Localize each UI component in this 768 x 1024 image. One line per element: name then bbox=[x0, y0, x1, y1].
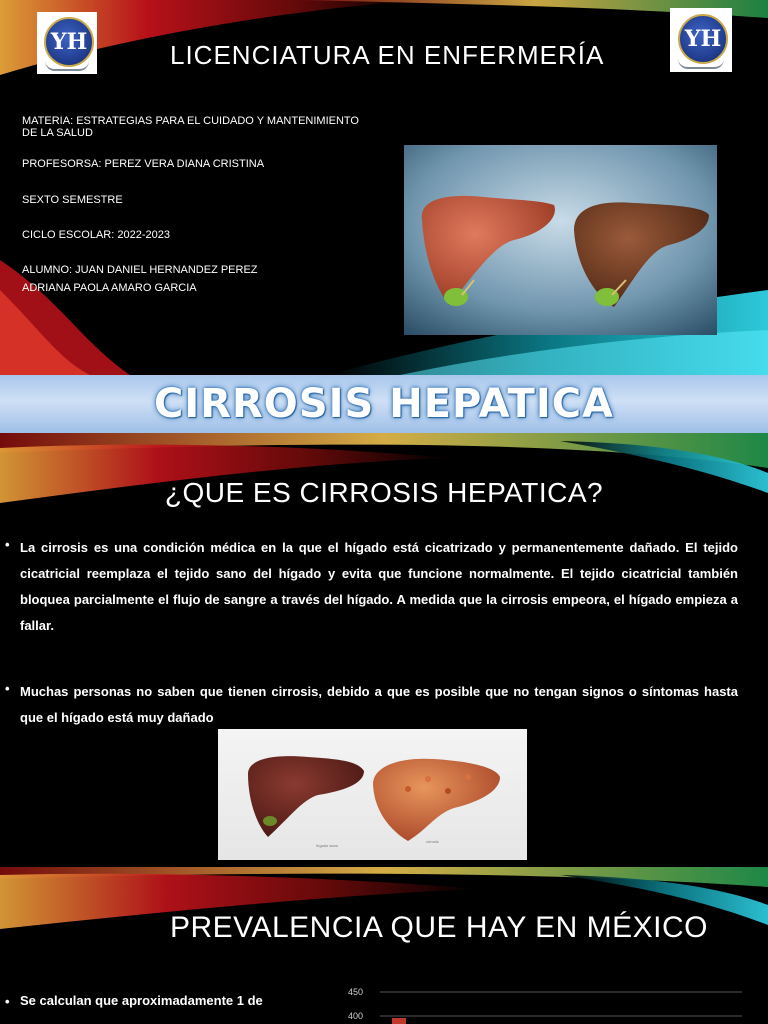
institute-logo-right: YH bbox=[670, 8, 732, 72]
prevalence-paragraph: Se calculan que aproximadamente 1 de bbox=[20, 993, 263, 1008]
alumno2-text: ADRIANA PAOLA AMARO GARCIA bbox=[22, 282, 197, 294]
healthy-caption: hígado sano bbox=[316, 843, 339, 848]
materia-text: MATERIA: ESTRATEGIAS PARA EL CUIDADO Y MANTENIMIENTO DE LA SALUD bbox=[22, 115, 359, 139]
cirrhosis-caption: cirrosis bbox=[426, 839, 439, 844]
symptoms-paragraph: Muchas personas no saben que tienen cirrosis, debido a que es posible que no tengan signos o síntomas hasta que el hígado está muy dañado bbox=[20, 684, 738, 725]
banner-title: CIRROSIS HEPATICA bbox=[153, 381, 615, 427]
laurel-icon bbox=[45, 61, 89, 71]
bullet-icon: • bbox=[5, 681, 10, 696]
definition-heading: ¿QUE ES CIRROSIS HEPATICA? bbox=[164, 477, 604, 508]
chart-bar bbox=[392, 1018, 406, 1024]
chart-svg bbox=[340, 987, 760, 1024]
alumno-text: ALUMNO: JUAN DANIEL HERNANDEZ PEREZ bbox=[22, 264, 258, 276]
slide-definition bbox=[0, 433, 768, 867]
ciclo-text: CICLO ESCOLAR: 2022-2023 bbox=[22, 229, 170, 241]
liver-comparison-image bbox=[404, 145, 717, 335]
program-title: LICENCIATURA EN ENFERMERÍA bbox=[170, 40, 605, 70]
slide-prevalence bbox=[0, 867, 768, 1024]
slide-title bbox=[0, 0, 768, 375]
y-tick-label: 400 bbox=[348, 1011, 364, 1021]
healthy-vs-cirrhotic-liver-image bbox=[218, 729, 527, 860]
bullet-icon: • bbox=[5, 994, 10, 1009]
definition-paragraph: La cirrosis es una condición médica en la que el hígado está cicatrizado y permanentemente dañado. El tejido cicatricial reemplaza el tejido sano del hígado y evita que funcione normalmente. El tejido cicatricial también bloquea parcialmente el flujo de sangre a través del hígado. A medida que la cirrosis empeora, el hígado empieza a fallar. bbox=[20, 540, 738, 633]
prevalence-heading: PREVALENCIA QUE HAY EN MÉXICO bbox=[170, 911, 708, 944]
y-tick-label: 450 bbox=[348, 987, 364, 997]
bullet-icon: • bbox=[5, 537, 10, 552]
semestre-text: SEXTO SEMESTRE bbox=[22, 194, 123, 206]
laurel-icon bbox=[678, 59, 724, 69]
section-banner bbox=[0, 375, 768, 433]
profesora-text: PROFESORSA: PEREZ VERA DIANA CRISTINA bbox=[22, 158, 265, 170]
institute-logo-left: YH bbox=[37, 12, 97, 74]
